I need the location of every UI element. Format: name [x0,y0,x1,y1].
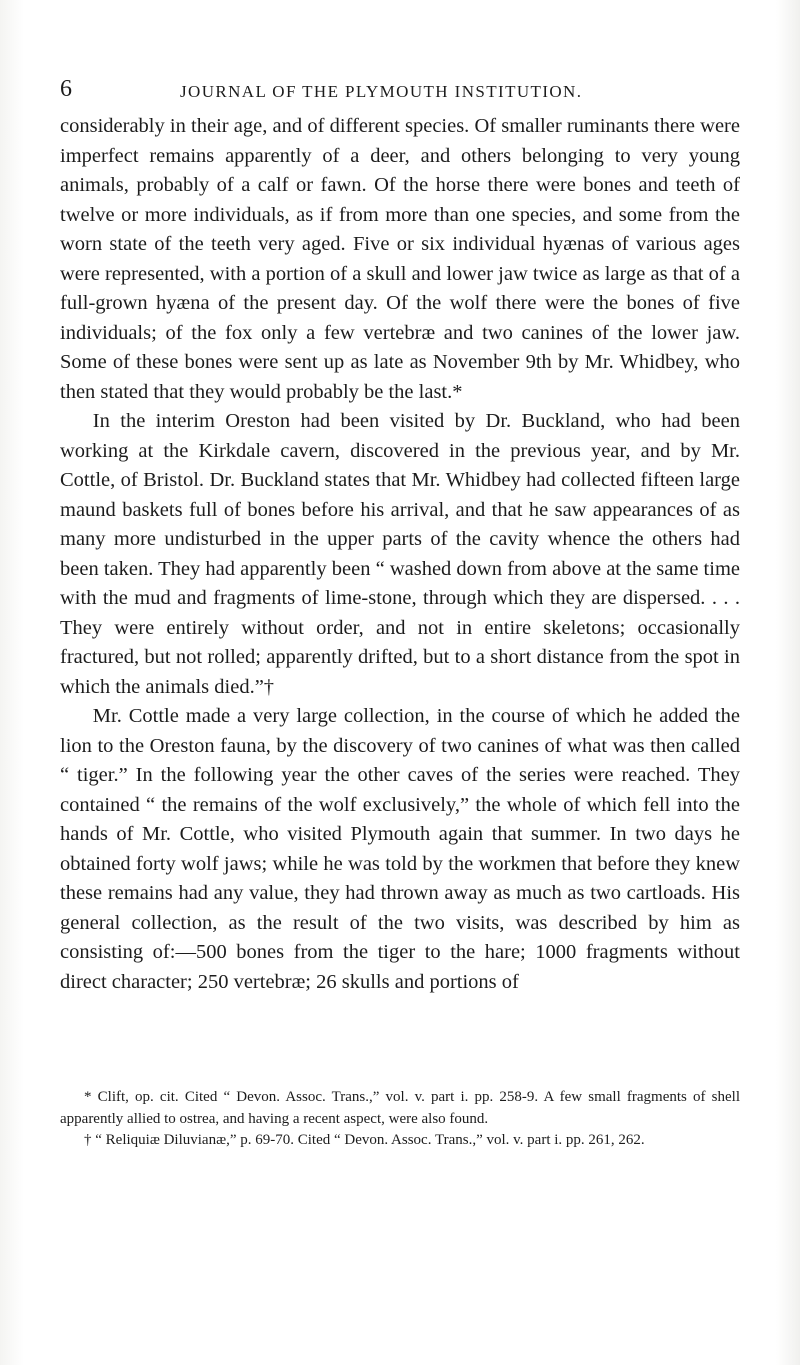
paragraph: considerably in their age, and of different species. Of smaller ruminants there were imperfect remains apparently of a deer, and others belonging to very young animals, probably of a calf or fawn. Of the horse there were bones and teeth of twelve or more individuals, as if from more than one species, and some from the worn state of the teeth very aged. Five or six individual hyænas of various ages were represented, with a portion of a skull and lower jaw twice as large as that of a full-grown hyæna of the present day. Of the wolf there were the bones of five individuals; of the fox only a few vertebræ and two canines of the lower jaw. Some of these bones were sent up as late as November 9th by Mr. Whidbey, who then stated that they would probably be the last.* [60,115,740,403]
footnote: † “ Reliquiæ Diluvianæ,” p. 69-70. Cited “ Devon. Assoc. Trans.,” vol. v. part i. pp. 261, 262. [84,1132,645,1148]
footnote: * Clift, op. cit. Cited “ Devon. Assoc. Trans.,” vol. v. part i. pp. 258-9. A few small fragments of shell apparently allied to ostrea, and having a recent aspect, were also found. [60,1089,740,1127]
page-header [60,76,740,106]
running-head: JOURNAL OF THE PLYMOUTH INSTITUTION. [180,82,583,101]
body-text [60,112,740,997]
paragraph: In the interim Oreston had been visited by Dr. Buckland, who had been working at the Kirkdale cavern, discovered in the previous year, and by Mr. Cottle, of Bristol. Dr. Buckland states that Mr. Whidbey had collected fifteen large maund baskets full of bones before his arrival, and that he saw appearances of as many more undisturbed in the upper parts of the cavity whence the others had been taken. They had apparently been “ washed down from above at the same time with the mud and fragments of lime-stone, through which they are dispersed. . . . They were entirely without order, and not in entire skeletons; occasionally fractured, but not rolled; apparently drifted, but to a short distance from the spot in which the animals died.”† [60,410,740,698]
paragraph: Mr. Cottle made a very large collection, in the course of which he added the lion to the Oreston fauna, by the discovery of two canines of what was then called “ tiger.” In the following year the other caves of the series were reached. They contained “ the remains of the wolf exclusively,” the whole of which fell into the hands of Mr. Cottle, who visited Plymouth again that summer. In two days he obtained forty wolf jaws; while he was told by the workmen that before they knew these remains had any value, they had thrown away as much as two cartloads. His general collection, as the result of the two visits, was described by him as consisting of:—500 bones from the tiger to the hare; 1000 fragments without direct character; 250 vertebræ; 26 skulls and portions of [60,705,740,993]
page-number: 6 [60,76,72,102]
footnotes [60,1087,740,1152]
